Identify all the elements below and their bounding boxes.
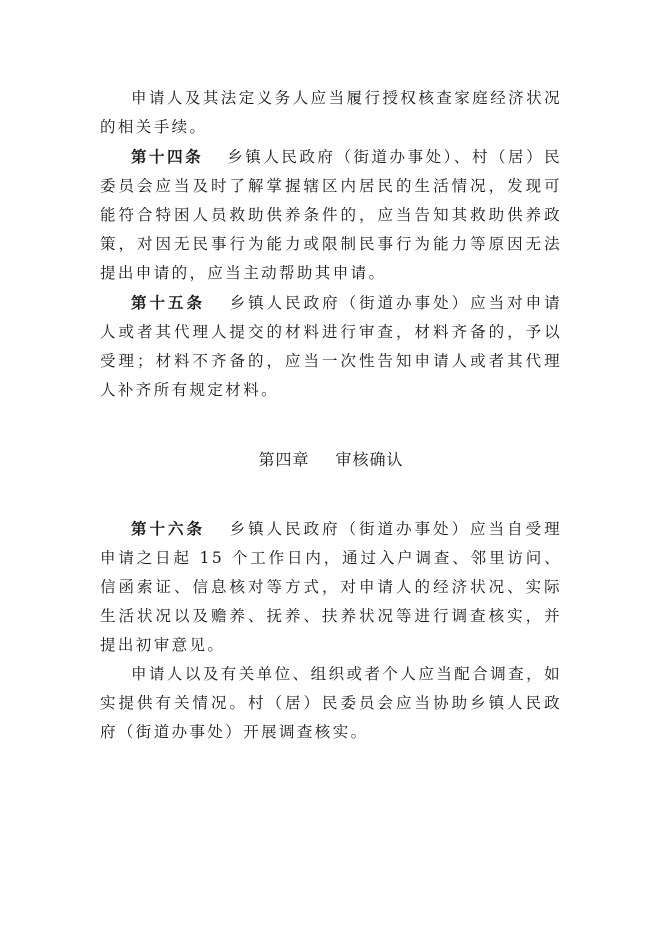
article-text: 乡镇人民政府（街道办事处）应当对申请人或者其代理人提交的材料进行审查，材料齐备的，予以受理；材料不齐备的，应当一次性告知申请人或者其代理人补齐所有规定材料。 [100,294,562,399]
paragraph-cooperation [100,660,562,747]
paragraph-text: 申请人及其法定义务人应当履行授权核查家庭经济状况的相关手续。 [100,89,562,136]
article-text: 乡镇人民政府（街道办事处）、村（居）民委员会应当及时了解掌握辖区内居民的生活情况，发现可能符合特困人员救助供养条件的，应当告知其救助供养政策，对因无民事行为能力或限制民事行为能力等原因无法提出申请的，应当主动帮助其申请。 [100,148,562,282]
paragraph-text: 申请人以及有关单位、组织或者个人应当配合调查，如实提供有关情况。村（居）民委员会应当协助乡镇人民政府（街道办事处）开展调查核实。 [100,665,562,741]
document-body [100,84,562,747]
article-16 [100,514,562,660]
article-number: 第十五条 [131,293,205,312]
article-15 [100,288,562,405]
article-number: 第十四条 [131,147,204,166]
chapter-title: 审核确认 [335,450,404,469]
paragraph-authorization [100,84,562,142]
article-text: 乡镇人民政府（街道办事处）应当自受理申请之日起 15 个工作日内，通过入户调查、邻里访问、信函索证、信息核对等方式，对申请人的经济状况、实际生活状况以及赡养、抚养、扶养状况等进行调查核实，并提出初审意见。 [100,520,562,654]
chapter-heading [100,445,562,474]
chapter-number: 第四章 [258,450,310,469]
article-14 [100,142,562,288]
article-number: 第十六条 [131,519,205,538]
